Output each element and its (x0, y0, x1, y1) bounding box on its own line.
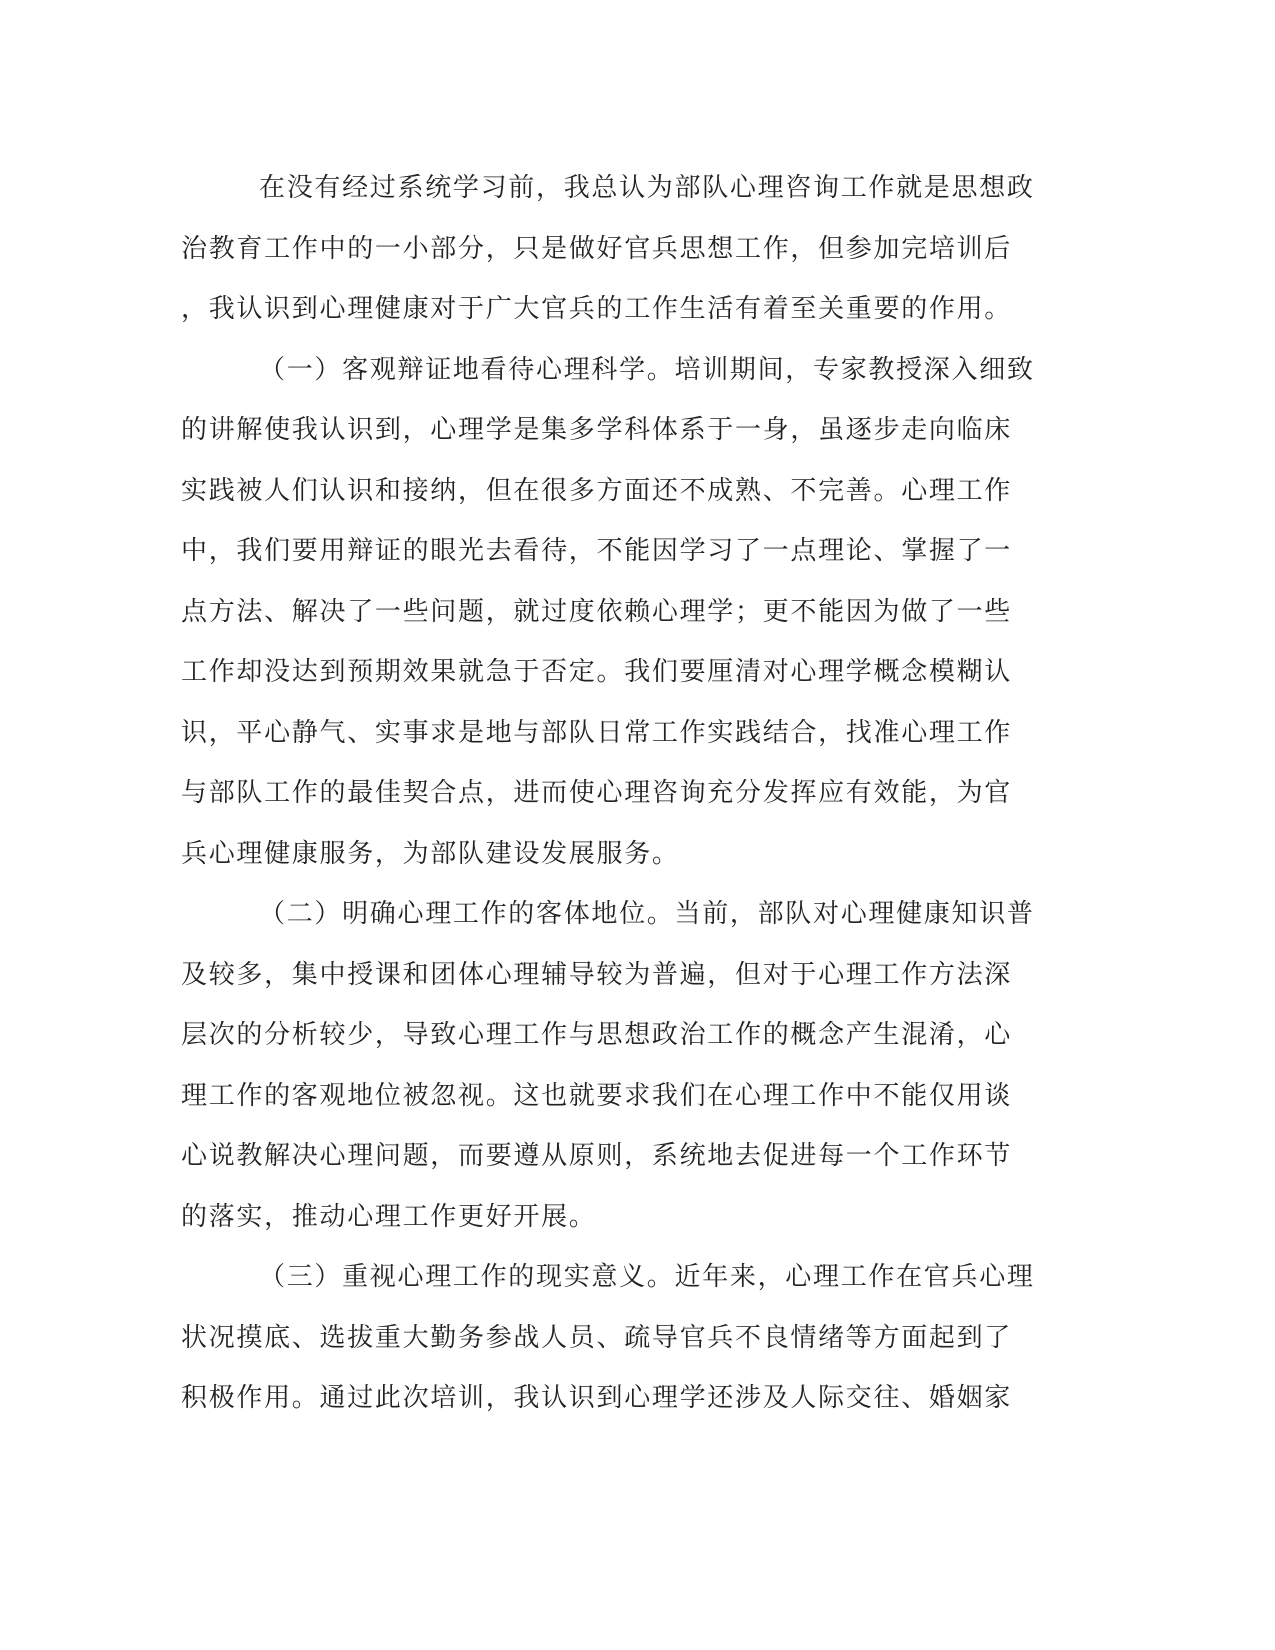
text-line: 心说教解决心理问题，而要遵从原则，系统地去促进每一个工作环节 (181, 1141, 1013, 1171)
text-line: 识，平心静气、实事求是地与部队日常工作实践结合，找准心理工作 (181, 717, 1013, 748)
text-line: 的讲解使我认识到，心理学是集多学科体系于一身，虽逐步走向临床 (181, 415, 1013, 445)
text-line: 状况摸底、选拔重大勤务参战人员、疏导官兵不良情绪等方面起到了 (181, 1322, 1013, 1353)
text-line: 治教育工作中的一小部分，只是做好官兵思想工作，但参加完培训后 (181, 233, 1013, 264)
text-line: 的落实，推动心理工作更好开展。 (181, 1201, 597, 1232)
text-line: 及较多，集中授课和团体心理辅导较为普遍，但对于心理工作方法深 (181, 959, 1013, 990)
text-line: 与部队工作的最佳契合点，进而使心理咨询充分发挥应有效能，为官 (181, 778, 1013, 808)
text-line: （三）重视心理工作的现实意义。近年来，心理工作在官兵心理 (259, 1262, 1035, 1292)
text-line: 层次的分析较少，导致心理工作与思想政治工作的概念产生混淆，心 (181, 1020, 1013, 1050)
text-line: 积极作用。通过此次培训，我认识到心理学还涉及人际交往、婚姻家 (181, 1383, 1013, 1413)
document-body (181, 158, 1035, 1429)
text-line: 在没有经过系统学习前，我总认为部队心理咨询工作就是思想政 (259, 173, 1035, 203)
text-line: 理工作的客观地位被忽视。这也就要求我们在心理工作中不能仅用谈 (181, 1080, 1013, 1111)
text-line: 中，我们要用辩证的眼光去看待，不能因学习了一点理论、掌握了一 (181, 536, 1013, 566)
text-line: 工作却没达到预期效果就急于否定。我们要厘清对心理学概念模糊认 (181, 657, 1013, 687)
text-line: 实践被人们认识和接纳，但在很多方面还不成熟、不完善。心理工作 (181, 475, 1013, 506)
paragraph-intro (181, 158, 1035, 340)
paragraph-section-1 (181, 340, 1035, 885)
paragraph-section-3 (181, 1247, 1035, 1429)
text-line: ，我认识到心理健康对于广大官兵的工作生活有着至关重要的作用。 (181, 294, 1013, 324)
paragraph-section-2 (181, 884, 1035, 1247)
text-line: 点方法、解决了一些问题，就过度依赖心理学；更不能因为做了一些 (181, 596, 1013, 627)
text-line: 兵心理健康服务，为部队建设发展服务。 (181, 838, 680, 869)
text-line: （二）明确心理工作的客体地位。当前，部队对心理健康知识普 (259, 899, 1035, 929)
text-line: （一）客观辩证地看待心理科学。培训期间，专家教授深入细致 (259, 354, 1035, 385)
